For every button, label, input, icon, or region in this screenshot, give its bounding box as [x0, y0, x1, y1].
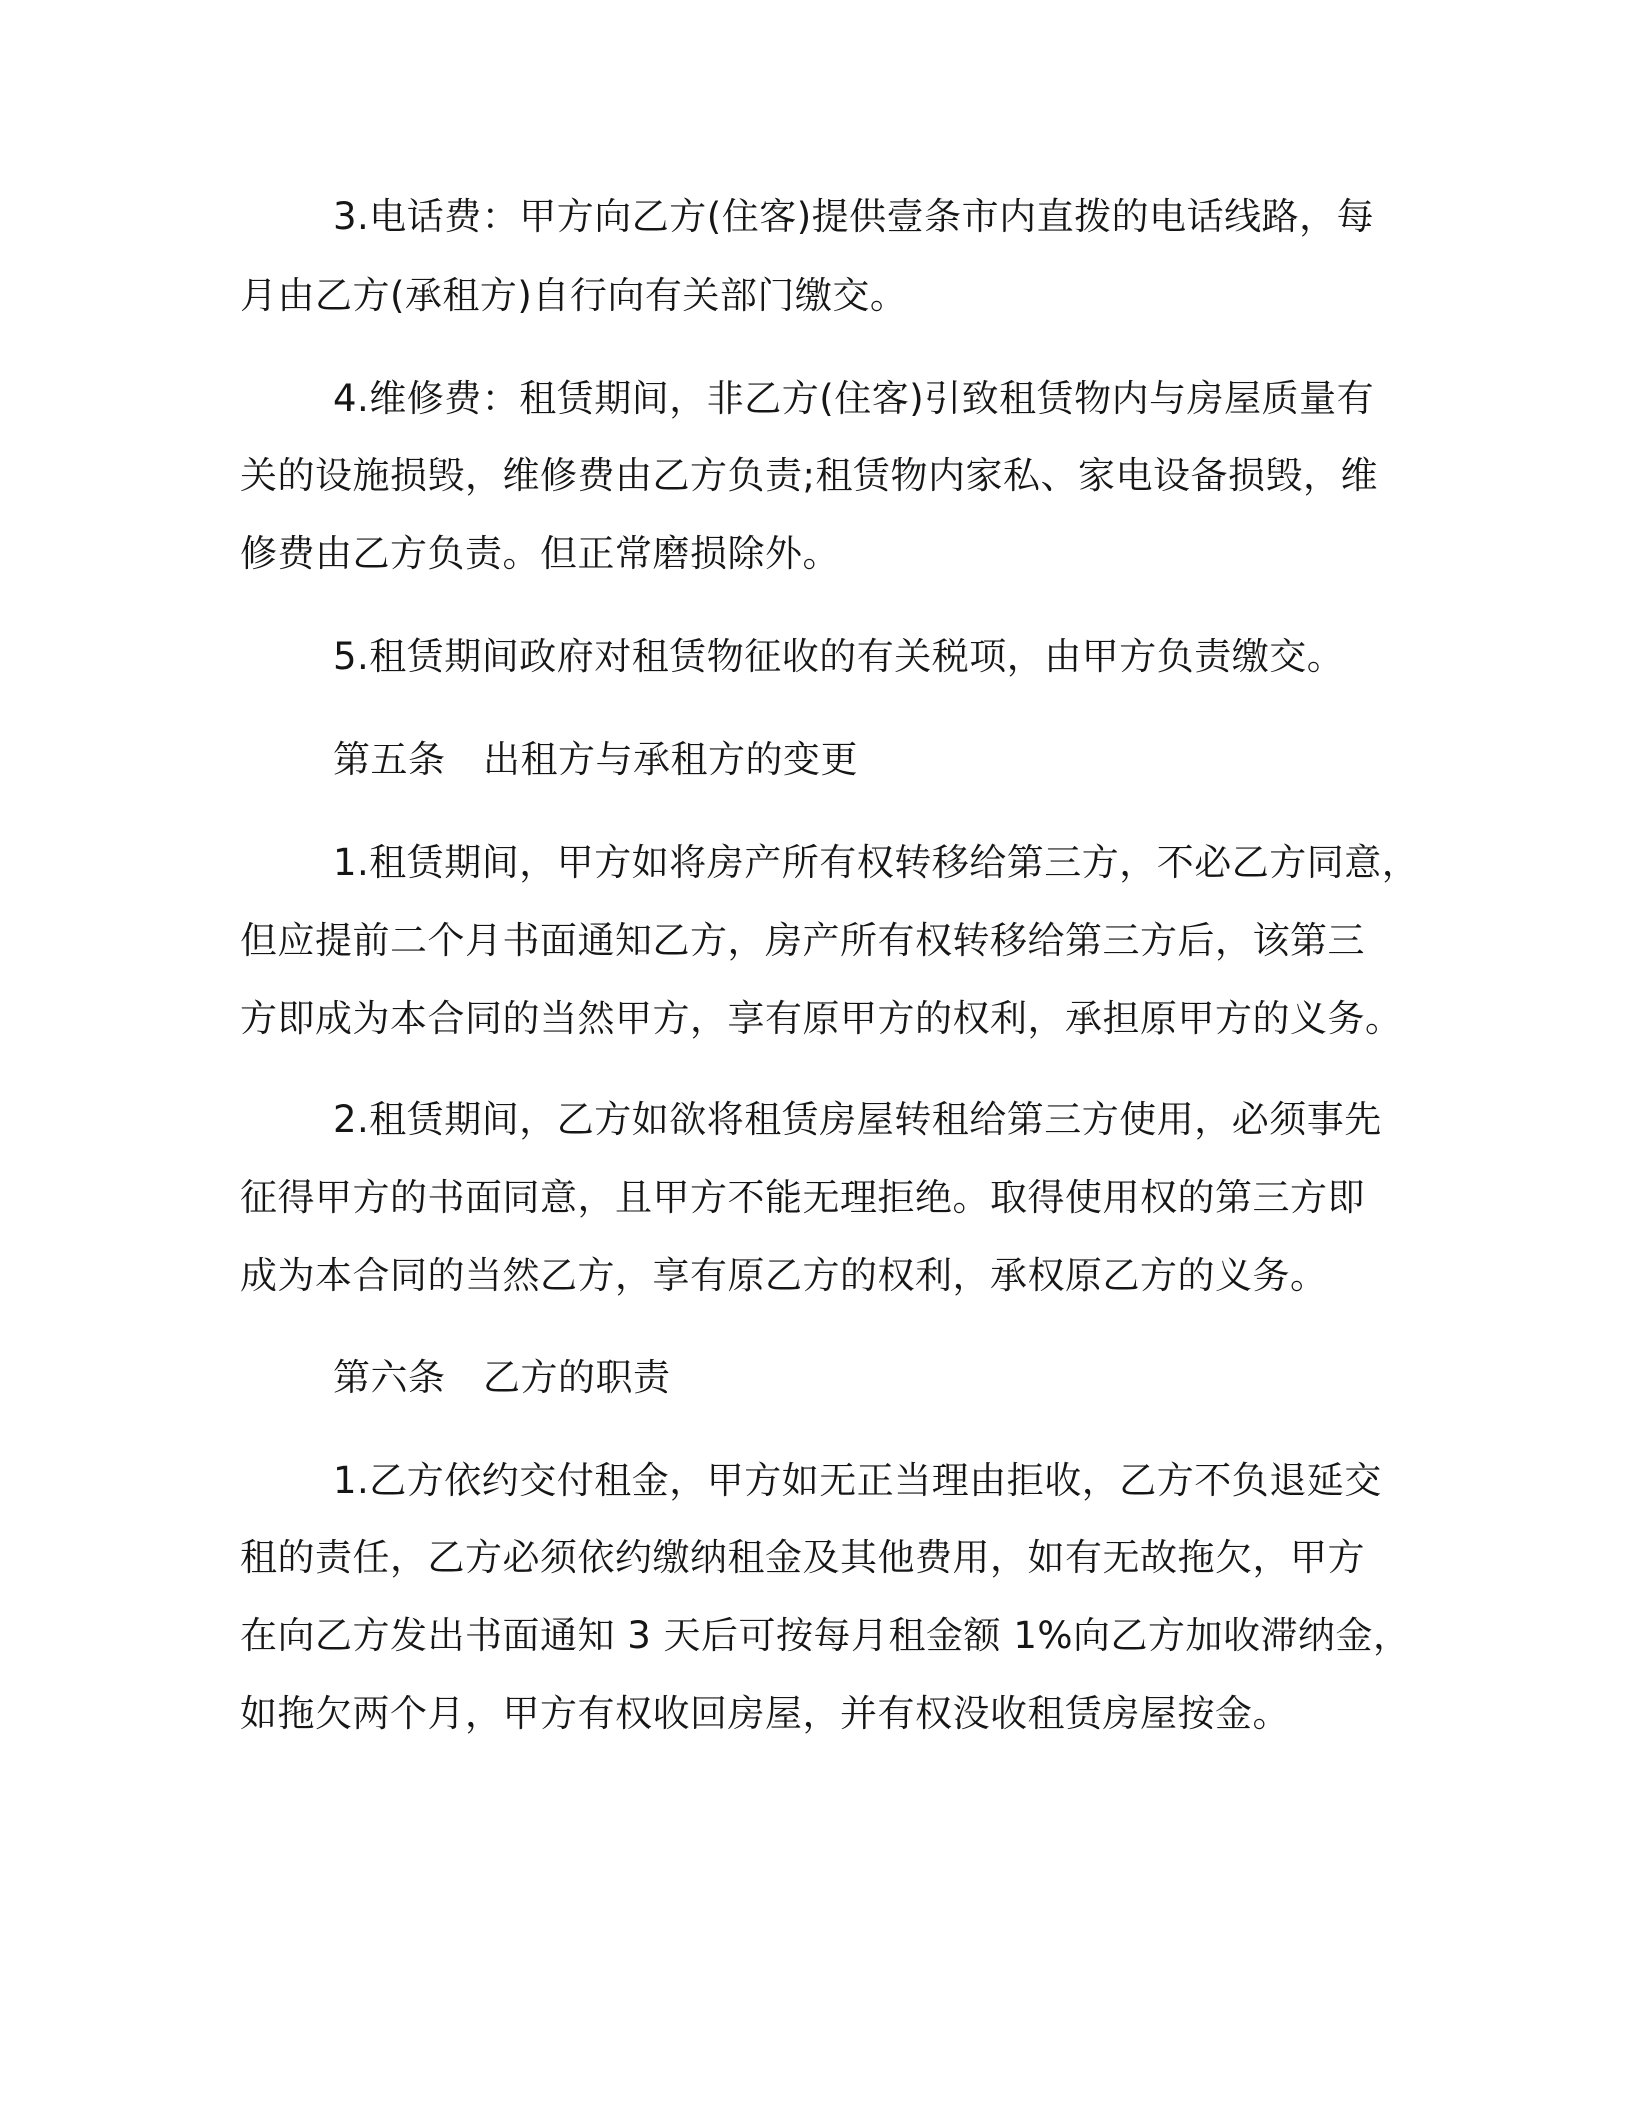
- text-line: 1.租赁期间，甲方如将房产所有权转移给第三方，不必乙方同意，: [333, 841, 1420, 884]
- text-line: 修费由乙方负责。但正常磨损除外。: [240, 532, 840, 575]
- text-line: 征得甲方的书面同意，且甲方不能无理拒绝。取得使用权的第三方即: [240, 1176, 1365, 1219]
- text-line: 关的设施损毁，维修费由乙方负责;租赁物内家私、家电设备损毁，维: [240, 454, 1378, 497]
- text-line: 1.乙方依约交付租金，甲方如无正当理由拒收，乙方不负退延交: [333, 1459, 1382, 1502]
- section-heading: 第六条 乙方的职责: [333, 1356, 671, 1399]
- text-line: 4.维修费：租赁期间，非乙方(住客)引致租赁物内与房屋质量有: [333, 377, 1375, 420]
- text-line: 如拖欠两个月，甲方有权收回房屋，并有权没收租赁房屋按金。: [240, 1692, 1290, 1735]
- text-line: 但应提前二个月书面通知乙方，房产所有权转移给第三方后，该第三: [240, 919, 1365, 962]
- text-line: 3.电话费：甲方向乙方(住客)提供壹条市内直拨的电话线路，每: [333, 195, 1375, 238]
- text-line: 5.租赁期间政府对租赁物征收的有关税项，由甲方负责缴交。: [333, 635, 1345, 678]
- text-line: 月由乙方(承租方)自行向有关部门缴交。: [240, 274, 908, 317]
- text-line: 租的责任，乙方必须依约缴纳租金及其他费用，如有无故拖欠，甲方: [240, 1536, 1365, 1579]
- text-line: 在向乙方发出书面通知 3 天后可按每月租金额 1%向乙方加收滞纳金，: [240, 1614, 1411, 1657]
- text-line: 成为本合同的当然乙方，享有原乙方的权利，承权原乙方的义务。: [240, 1254, 1328, 1297]
- section-heading: 第五条 出租方与承租方的变更: [333, 738, 858, 781]
- text-line: 方即成为本合同的当然甲方，享有原甲方的权利，承担原甲方的义务。: [240, 997, 1403, 1040]
- text-line: 2.租赁期间，乙方如欲将租赁房屋转租给第三方使用，必须事先: [333, 1098, 1382, 1141]
